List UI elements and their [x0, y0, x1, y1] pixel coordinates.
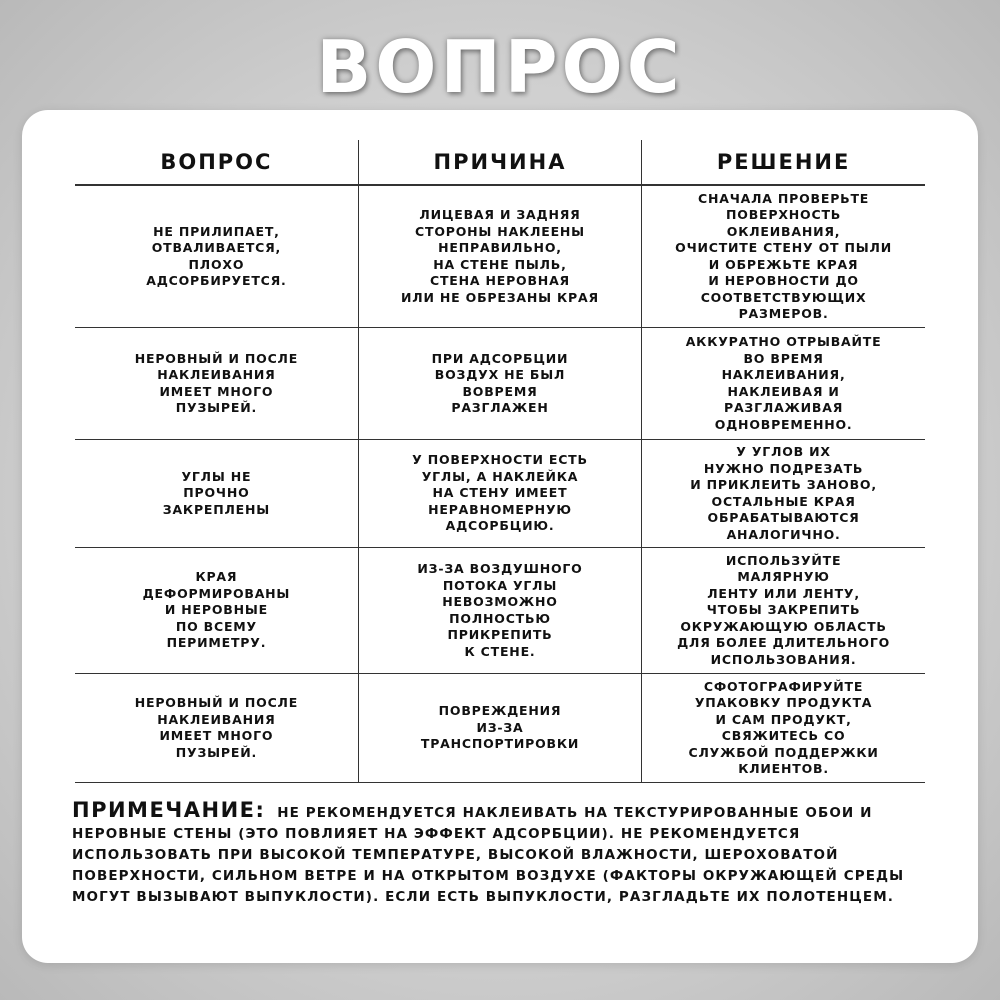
note-label: ПРИМЕЧАНИЕ:	[72, 798, 266, 822]
cause-cell	[358, 674, 641, 783]
column-header-problem: ВОПРОС	[75, 140, 358, 185]
problem-text: УГЛЫ НЕ ПРОЧНО ЗАКРЕПЛЕНЫ	[162, 468, 271, 517]
table-row	[75, 674, 925, 783]
note-text: НЕ РЕКОМЕНДУЕТСЯ НАКЛЕИВАТЬ НА ТЕКСТУРИРОВАННЫЕ ОБОИ И НЕРОВНЫЕ СТЕНЫ (ЭТО ПОВЛИЯЕТ НА ЭФФЕКТ АДСОРБЦИИ). НЕ РЕКОМЕНДУЕТСЯ ИСПОЛЬЗОВАТЬ ПРИ ВЫСОКОЙ ТЕМПЕРАТУРЕ, ВЫСОКОЙ ВЛАЖНОСТИ, ШЕРОХОВАТОЙ ПОВЕРХНОСТИ, СИЛЬНОМ ВЕТРЕ И НА ОТКРЫТОМ ВОЗДУХЕ (ФАКТОРЫ ОКРУЖАЮЩЕЙ СРЕДЫ МОГУТ ВЫЗЫВАЮТ ВЫПУКЛОСТИ). ЕСЛИ ЕСТЬ ВЫПУКЛОСТИ, РАЗГЛАДЬТЕ ИХ ПОЛОТЕНЦЕМ.	[72, 805, 905, 905]
cause-cell	[358, 548, 641, 674]
cause-cell	[358, 328, 641, 440]
problem-cell	[75, 328, 358, 440]
solution-cell	[642, 548, 925, 674]
problem-text: КРАЯ ДЕФОРМИРОВАНЫ И НЕРОВНЫЕ ПО ВСЕМУ ПЕРИМЕТРУ.	[142, 569, 291, 651]
note-paragraph	[72, 800, 942, 908]
content-card	[22, 110, 978, 963]
table-row	[75, 328, 925, 440]
solution-cell	[642, 328, 925, 440]
solution-text: СНАЧАЛА ПРОВЕРЬТЕ ПОВЕРХНОСТЬ ОКЛЕИВАНИЯ, ОЧИСТИТЕ СТЕНУ ОТ ПЫЛИ И ОБРЕЖЬТЕ КРАЯ И НЕРОВНОСТИ ДО СООТВЕТСТВУЮЩИХ РАЗМЕРОВ.	[675, 190, 892, 321]
cause-text: У ПОВЕРХНОСТИ ЕСТЬ УГЛЫ, А НАКЛЕЙКА НА СТЕНУ ИМЕЕТ НЕРАВНОМЕРНУЮ АДСОРБЦИЮ.	[412, 452, 588, 534]
page-title: ВОПРОС	[316, 25, 684, 109]
problem-text: НЕ ПРИЛИПАЕТ, ОТВАЛИВАЕТСЯ, ПЛОХО АДСОРБИРУЕТСЯ.	[146, 223, 287, 288]
cause-cell	[358, 440, 641, 548]
solution-cell	[642, 440, 925, 548]
column-header-solution: РЕШЕНИЕ	[642, 140, 925, 185]
cause-text: ИЗ-ЗА ВОЗДУШНОГО ПОТОКА УГЛЫ НЕВОЗМОЖНО ПОЛНОСТЬЮ ПРИКРЕПИТЬ К СТЕНЕ.	[417, 561, 583, 659]
problem-cell	[75, 674, 358, 783]
solution-text: У УГЛОВ ИХ НУЖНО ПОДРЕЗАТЬ И ПРИКЛЕИТЬ ЗАНОВО, ОСТАЛЬНЫЕ КРАЯ ОБРАБАТЫВАЮТСЯ АНАЛОГИЧНО.	[690, 444, 877, 542]
cause-text: ПРИ АДСОРБЦИИ ВОЗДУХ НЕ БЫЛ ВОВРЕМЯ РАЗГЛАЖЕН	[431, 350, 569, 415]
problem-cell	[75, 548, 358, 674]
cause-cell	[358, 185, 641, 328]
problem-cell	[75, 440, 358, 548]
solution-cell	[642, 674, 925, 783]
cause-text: ПОВРЕЖДЕНИЯ ИЗ-ЗА ТРАНСПОРТИРОВКИ	[420, 703, 580, 752]
solution-cell	[642, 185, 925, 328]
problem-cell	[75, 185, 358, 328]
table-row	[75, 185, 925, 328]
solution-text: ИСПОЛЬЗУЙТЕ МАЛЯРНУЮ ЛЕНТУ ИЛИ ЛЕНТУ, ЧТОБЫ ЗАКРЕПИТЬ ОКРУЖАЮЩУЮ ОБЛАСТЬ ДЛЯ БОЛЕЕ ДЛИТЕЛЬНОГО ИСПОЛЬЗОВАНИЯ.	[677, 552, 891, 667]
troubleshooting-table	[75, 140, 925, 783]
problem-text: НЕРОВНЫЙ И ПОСЛЕ НАКЛЕИВАНИЯ ИМЕЕТ МНОГО ПУЗЫРЕЙ.	[134, 350, 299, 415]
table-row	[75, 548, 925, 674]
table-row	[75, 440, 925, 548]
table-header-row	[75, 140, 925, 185]
problem-text: НЕРОВНЫЙ И ПОСЛЕ НАКЛЕИВАНИЯ ИМЕЕТ МНОГО ПУЗЫРЕЙ.	[134, 695, 299, 760]
column-header-cause: ПРИЧИНА	[358, 140, 641, 185]
solution-text: АККУРАТНО ОТРЫВАЙТЕ ВО ВРЕМЯ НАКЛЕИВАНИЯ, НАКЛЕИВАЯ И РАЗГЛАЖИВАЯ ОДНОВРЕМЕННО.	[685, 334, 882, 432]
cause-text: ЛИЦЕВАЯ И ЗАДНЯЯ СТОРОНЫ НАКЛЕЕНЫ НЕПРАВИЛЬНО, НА СТЕНЕ ПЫЛЬ, СТЕНА НЕРОВНАЯ ИЛИ НЕ ОБРЕЗАНЫ КРАЯ	[401, 207, 599, 305]
solution-text: СФОТОГРАФИРУЙТЕ УПАКОВКУ ПРОДУКТА И САМ ПРОДУКТ, СВЯЖИТЕСЬ СО СЛУЖБОЙ ПОДДЕРЖКИ КЛИЕНТОВ.	[688, 678, 879, 776]
